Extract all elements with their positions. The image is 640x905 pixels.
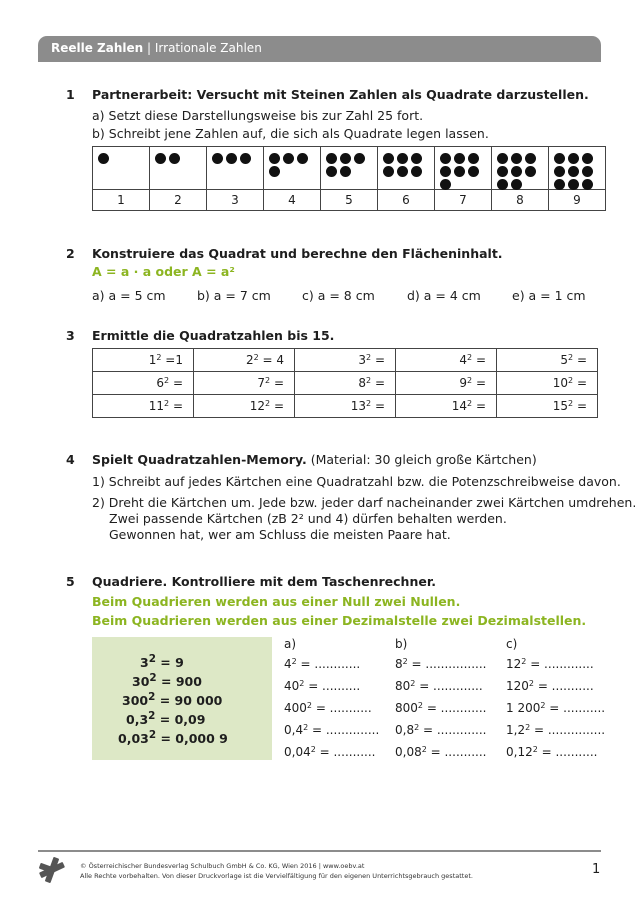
dot: [354, 153, 365, 164]
dot-cell: [435, 147, 492, 190]
table-row: [93, 395, 598, 418]
dot: [340, 166, 351, 177]
dot: [454, 166, 465, 177]
dot: [468, 166, 479, 177]
table-row: [93, 372, 598, 395]
dot: [568, 166, 579, 177]
dot-label: 7: [435, 190, 492, 211]
square-cell: $7^2$ =: [194, 372, 295, 395]
dot-cell: [378, 147, 435, 190]
dot: [383, 153, 394, 164]
dot-cell: [93, 147, 150, 190]
task-4-step-2-cont-1: Zwei passende Kärtchen (zB 2² und 4) dürfen behalten werden.: [109, 511, 507, 526]
dot: [511, 179, 522, 190]
dot: [212, 153, 223, 164]
square-cell: $4^2$ =: [396, 349, 497, 372]
exercise-item: $0,8^2$ = .............: [395, 723, 487, 737]
example-1: $3^2 = 9$: [140, 653, 184, 671]
dot: [582, 153, 593, 164]
task-2-title: Konstruiere das Quadrat und berechne den Flächeninhalt.: [92, 246, 503, 261]
exercise-item: $1,2^2$ = ...............: [506, 723, 606, 737]
square-cell: $14^2$ =: [396, 395, 497, 418]
task-4-number: 4: [66, 452, 75, 467]
dot: [340, 153, 351, 164]
dot: [497, 166, 508, 177]
task-3-number: 3: [66, 328, 75, 343]
task-5-title: Quadriere. Kontrolliere mit dem Taschenrechner.: [92, 574, 436, 589]
dot-label: 2: [150, 190, 207, 211]
dot: [497, 179, 508, 190]
dot: [468, 153, 479, 164]
task-1-number: 1: [66, 87, 75, 102]
footer-copyright: © Österreichischer Bundesverlag Schulbuch GmbH & Co. KG, Wien 2016 | www.oebv.at: [80, 862, 365, 870]
task-4-step-2: 2) Dreht die Kärtchen um. Jede bzw. jeder darf nacheinander zwei Kärtchen umdrehen.: [92, 495, 637, 510]
example-2: $30^2 = 900$: [132, 672, 202, 690]
dot-cell: [264, 147, 321, 190]
exercise-item: 1 $200^2$ = ...........: [506, 701, 606, 715]
page-number: 1: [592, 862, 601, 877]
dot-label: 1: [93, 190, 150, 211]
task-4-step-1: 1) Schreibt auf jedes Kärtchen eine Quadratzahl bzw. die Potenzschreibweise davon.: [92, 474, 621, 489]
square-cell: $13^2$ =: [295, 395, 396, 418]
dot: [497, 153, 508, 164]
dot: [269, 153, 280, 164]
square-cell: $5^2$ =: [497, 349, 598, 372]
dot-cell: [150, 147, 207, 190]
exercise-item: $0,04^2$ = ...........: [284, 745, 376, 759]
dot: [297, 153, 308, 164]
dot: [155, 153, 166, 164]
dot: [440, 153, 451, 164]
square-cell: $12^2$ =: [194, 395, 295, 418]
exercise-item: $8^2$ = ................: [395, 657, 487, 671]
chapter-header: [38, 36, 601, 62]
task-2-item-e: e) a = 1 cm: [512, 288, 586, 303]
area-formula: A = a · a oder A = a²: [92, 264, 235, 279]
dot: [511, 153, 522, 164]
square-cell: $2^2 = 4$: [194, 349, 295, 372]
task-2-item-b: b) a = 7 cm: [197, 288, 271, 303]
dot-label: 6: [378, 190, 435, 211]
dot-label: 3: [207, 190, 264, 211]
dot: [568, 179, 579, 190]
dot: [554, 179, 565, 190]
task-2-number: 2: [66, 246, 75, 261]
example-3: $300^2 = 90$ 000: [122, 691, 223, 709]
subsection-name: Irrationale Zahlen: [154, 41, 262, 55]
dot-cell: [492, 147, 549, 190]
dot: [554, 153, 565, 164]
dot: [326, 166, 337, 177]
footer-rule: [38, 850, 601, 852]
dot: [397, 166, 408, 177]
dot: [440, 166, 451, 177]
exercise-item: $4^2$ = ............: [284, 657, 361, 671]
column-a-heading: a): [284, 637, 297, 651]
task-1-title: Partnerarbeit: Versucht mit Steinen Zahlen als Quadrate darzustellen.: [92, 87, 589, 102]
task-2-item-a: a) a = 5 cm: [92, 288, 166, 303]
exercise-item: $120^2$ = ...........: [506, 679, 594, 693]
dot: [511, 166, 522, 177]
task-1-b: b) Schreibt jene Zahlen auf, die sich als Quadrate legen lassen.: [92, 126, 489, 141]
dot: [525, 166, 536, 177]
exercise-item: $0,08^2$ = ...........: [395, 745, 487, 759]
dot: [454, 153, 465, 164]
task-2-item-d: d) a = 4 cm: [407, 288, 481, 303]
section-name: Reelle Zahlen: [51, 41, 144, 55]
dot-label: 9: [549, 190, 606, 211]
dot-label: 5: [321, 190, 378, 211]
square-numbers-table: [92, 348, 598, 418]
dot: [411, 153, 422, 164]
task-3-title: Ermittle die Quadratzahlen bis 15.: [92, 328, 335, 343]
exercise-item: $0,4^2$ = ..............: [284, 723, 380, 737]
dot: [440, 179, 451, 190]
square-cell: $11^2$ =: [93, 395, 194, 418]
dot: [283, 153, 294, 164]
exercise-item: $0,12^2$ = ...........: [506, 745, 598, 759]
example-4: $0,3^2 = 0,09$: [126, 710, 206, 728]
dot: [240, 153, 251, 164]
dot: [568, 153, 579, 164]
exercise-item: $12^2$ = .............: [506, 657, 594, 671]
dot: [383, 166, 394, 177]
exercise-item: $80^2$ = .............: [395, 679, 483, 693]
dot: [269, 166, 280, 177]
header-separator: |: [143, 41, 155, 55]
dot: [525, 153, 536, 164]
square-cell: $8^2$ =: [295, 372, 396, 395]
dot: [582, 179, 593, 190]
square-cell: $3^2$ =: [295, 349, 396, 372]
dot-cell: [321, 147, 378, 190]
column-b-heading: b): [395, 637, 408, 651]
exercise-item: $40^2$ = ..........: [284, 679, 361, 693]
dot-cell: [549, 147, 606, 190]
dot: [169, 153, 180, 164]
square-cell: $6^2$ =: [93, 372, 194, 395]
dot: [226, 153, 237, 164]
square-cell: $9^2$ =: [396, 372, 497, 395]
chapter-title: [51, 41, 262, 55]
dot: [98, 153, 109, 164]
exercise-item: $800^2$ = ............: [395, 701, 487, 715]
task-2-item-c: c) a = 8 cm: [302, 288, 375, 303]
rule-decimals: Beim Quadrieren werden aus einer Dezimalstelle zwei Dezimalstellen.: [92, 613, 587, 628]
task-4-title: [92, 452, 537, 467]
column-c-heading: c): [506, 637, 518, 651]
dot-squares-table: [92, 146, 606, 211]
square-cell: $1^2 =1$: [93, 349, 194, 372]
dot: [326, 153, 337, 164]
task-1-a: a) Setzt diese Darstellungsweise bis zur Zahl 25 fort.: [92, 108, 424, 123]
publisher-logo-icon: [38, 856, 66, 884]
dot-label: 4: [264, 190, 321, 211]
task-4-material: (Material: 30 gleich große Kärtchen): [306, 452, 537, 467]
dot-label: 8: [492, 190, 549, 211]
table-row: [93, 349, 598, 372]
task-4-title-text: Spielt Quadratzahlen-Memory.: [92, 452, 307, 467]
dot: [554, 166, 565, 177]
task-5-number: 5: [66, 574, 75, 589]
exercise-item: $400^2$ = ...........: [284, 701, 372, 715]
example-box: [92, 637, 272, 760]
dot: [411, 166, 422, 177]
dot-cell: [207, 147, 264, 190]
task-4-step-2-cont-2: Gewonnen hat, wer am Schluss die meisten Paare hat.: [109, 527, 451, 542]
example-5: $0,03^2 = 0,000$ 9: [118, 729, 228, 747]
dot: [397, 153, 408, 164]
dot: [582, 166, 593, 177]
footer-rights: Alle Rechte vorbehalten. Von dieser Druckvorlage ist die Vervielfältigung für den eigenen Unterrichtsgebrauch gestattet.: [80, 872, 473, 880]
rule-zeros: Beim Quadrieren werden aus einer Null zwei Nullen.: [92, 594, 461, 609]
square-cell: $10^2$ =: [497, 372, 598, 395]
square-cell: $15^2$ =: [497, 395, 598, 418]
